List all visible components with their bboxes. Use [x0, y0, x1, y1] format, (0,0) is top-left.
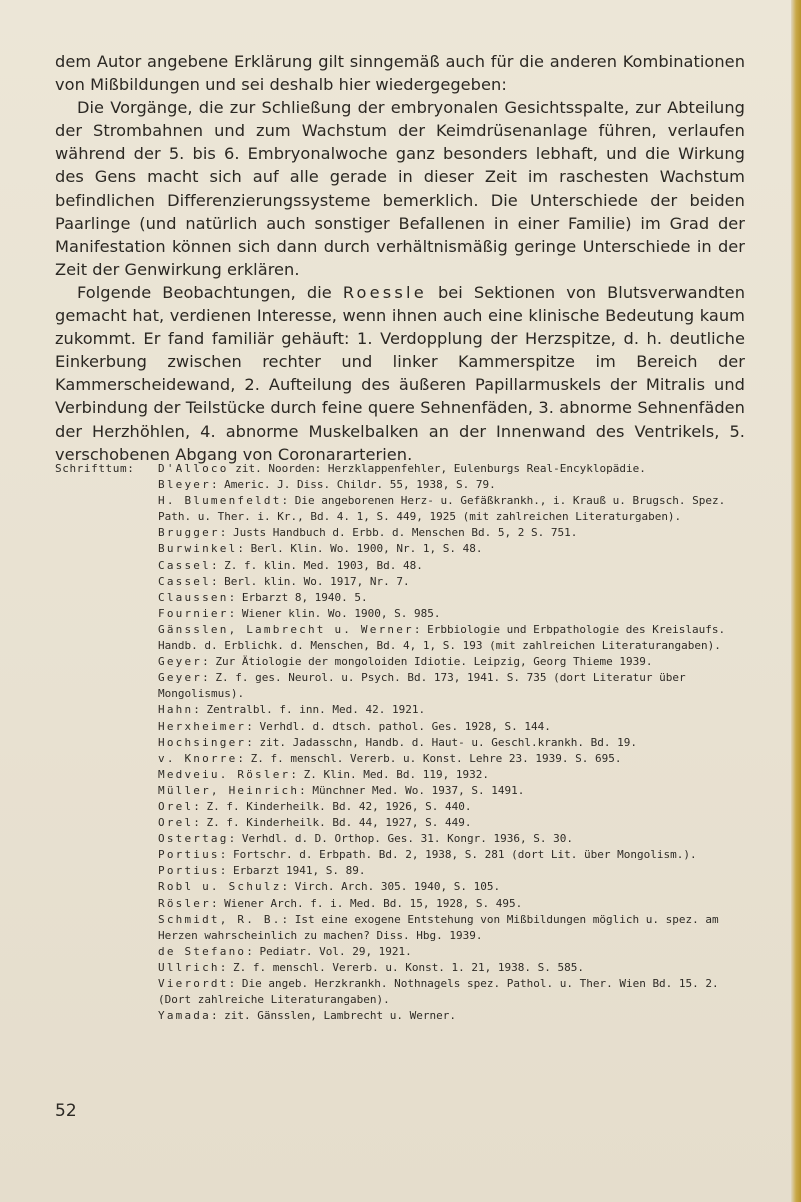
reference-author: Yamada	[158, 1009, 211, 1023]
reference-entry	[158, 525, 753, 541]
reference-text: zit. Noorden: Herzklappenfehler, Eulenburgs Real-Encyklopädie.	[228, 462, 646, 475]
reference-entry	[158, 960, 753, 976]
paragraph-3-after: bei Sektionen von Blutsverwandten gemacht hat, verdienen Interesse, wenn ihnen auch eine klinische Bedeutung kaum zukommt. Er fand familiär gehäuft: 1. Verdopplung der Herzspitze, d. h. deutliche Einkerbung zwischen rechter und linker Kammerspitze im Bereich der Kammerscheidewand, 2. Aufteilung des äußeren Papillarmuskels der Mitralis und Verbindung der Teilstücke durch feine quere Sehnenfäden, 3. abnorme Sehnenfäden der Herzhöhlen, 4. abnorme Muskelbalken an der Innenwand des Ventrikels, 5. verschobenen Abgang von Coronararterien.	[55, 282, 746, 464]
reference-text: : Die angeborenen Herz- u. Gefäßkrankh., i. Krauß u. Brugsch. Spez. Path. u. Ther. i. Kr., Bd. 4. 1, S. 449, 1925 (mit zahlreichen Literaturgaben).	[158, 494, 726, 524]
reference-text: : Verhdl. d. D. Orthop. Ges. 31. Kongr. 1936, S. 30.	[228, 832, 573, 846]
reference-author: Portius	[158, 864, 220, 878]
reference-text: : Zur Ätiologie der mongoloiden Idiotie. Leipzig, Georg Thieme 1939.	[202, 655, 653, 669]
reference-text: : Justs Handbuch d. Erbb. d. Menschen Bd. 5, 2 S. 751.	[219, 526, 578, 540]
reference-text: : Erbarzt 8, 1940. 5.	[228, 590, 368, 604]
reference-entry	[158, 831, 753, 847]
reference-entry	[158, 1008, 753, 1024]
reference-author: Cassel	[158, 558, 211, 572]
reference-text: : Z. Klin. Med. Bd. 119, 1932.	[290, 767, 490, 781]
reference-author: Herxheimer	[158, 719, 247, 733]
reference-author: Rösler	[158, 896, 211, 910]
reference-entry	[158, 751, 753, 767]
reference-text: : Z. f. Kinderheilk. Bd. 42, 1926, S. 440.	[193, 799, 472, 813]
reference-text: : Berl. klin. Wo. 1917, Nr. 7.	[210, 574, 410, 588]
reference-entry	[158, 815, 753, 831]
reference-author: Robl u. Schulz	[158, 880, 282, 894]
reference-entry	[158, 879, 753, 895]
reference-author: Geyer	[158, 671, 203, 685]
reference-author: Ostertag	[158, 832, 229, 846]
reference-entry	[158, 606, 753, 622]
reference-author: Cassel	[158, 574, 211, 588]
reference-author: Orel	[158, 799, 194, 813]
reference-author: Schmidt, R. B.	[158, 912, 282, 926]
references-list	[158, 461, 753, 1024]
reference-entry	[158, 558, 753, 574]
reference-author: Hochsinger	[158, 735, 247, 749]
reference-text: : Fortschr. d. Erbpath. Bd. 2, 1938, S. 281 (dort Lit. über Mongolism.).	[219, 848, 697, 862]
reference-text: : Americ. J. Diss. Childr. 55, 1938, S. 79.	[210, 478, 496, 492]
reference-entry	[158, 670, 753, 702]
reference-author: Gänsslen, Lambrecht u. Werner	[158, 622, 414, 636]
reference-author: de Stefano	[158, 944, 247, 958]
reference-author: Bleyer	[158, 478, 211, 492]
reference-entry	[158, 477, 753, 493]
reference-author: Vierordt	[158, 977, 229, 990]
reference-text: : zit. Jadasschn, Handb. d. Haut- u. Geschl.krankh. Bd. 19.	[246, 735, 637, 749]
reference-entry	[158, 654, 753, 670]
reference-entry	[158, 799, 753, 815]
reference-text: : Erbbiologie und Erbpathologie des Kreislaufs. Handb. d. Erblichk. d. Menschen, Bd. 4, 1, S. 193 (mit zahlreichen Literaturangaben).	[158, 622, 726, 653]
body-text	[55, 50, 745, 466]
paragraph-1: dem Autor angebene Erklärung gilt sinngemäß auch für die anderen Kombinationen von Mißbildungen und sei deshalb hier wiedergegeben:	[55, 52, 745, 95]
reference-author: Burwinkel	[158, 542, 238, 556]
cited-author: Roessle	[342, 282, 427, 302]
reference-entry	[158, 590, 753, 606]
reference-entry	[158, 912, 753, 944]
reference-entry	[158, 719, 753, 735]
paragraph-2: Die Vorgänge, die zur Schließung der embryonalen Gesichtsspalte, zur Abteilung der Strombahnen und zum Wachstum der Keimdrüsenanlage führen, verlaufen während der 5. bis 6. Embryonalwoche ganz besonders lebhaft, und die Wirkung des Gens macht sich auf alle gerade in dieser Zeit im raschesten Wachstum befindlichen Differenzierungssysteme bemerklich. Die Unterschiede der beiden Paarlinge (und natürlich auch sonstiger Befallenen in einer Familie) im Grad der Manifestation können sich dann durch verhältnismäßig geringe Unterschiede in der Zeit der Genwirkung erklären.	[55, 98, 745, 279]
reference-entry	[158, 767, 753, 783]
reference-author: Portius	[158, 848, 220, 862]
reference-text: : zit. Gänsslen, Lambrecht u. Werner.	[210, 1009, 456, 1023]
reference-entry	[158, 735, 753, 751]
reference-entry	[158, 702, 753, 718]
reference-author: H. Blumenfeldt	[158, 494, 282, 508]
reference-text: : Z. f. menschl. Vererb. u. Konst. 1. 21, 1938. S. 585.	[219, 960, 585, 974]
reference-entry	[158, 574, 753, 590]
reference-entry	[158, 493, 753, 525]
reference-author: Orel	[158, 816, 194, 830]
reference-text: : Z. f. menschl. Vererb. u. Konst. Lehre 23. 1939. S. 695.	[237, 751, 622, 765]
reference-entry	[158, 863, 753, 879]
reference-text: : Pediatr. Vol. 29, 1921.	[246, 944, 412, 958]
reference-entry	[158, 976, 753, 1008]
reference-author: v. Knorre	[158, 751, 238, 765]
paragraph-3-before: Folgende Beobachtungen, die	[77, 282, 343, 302]
reference-author: Ullrich	[158, 960, 220, 974]
references-label: Schrifttum:	[55, 462, 135, 475]
reference-text: : Verhdl. d. dtsch. pathol. Ges. 1928, S. 144.	[246, 719, 551, 733]
reference-text: : Z. f. Kinderheilk. Bd. 44, 1927, S. 449.	[193, 816, 472, 830]
reference-text: : Erbarzt 1941, S. 89.	[219, 864, 366, 878]
reference-author: Müller, Heinrich	[158, 783, 300, 797]
reference-text: : Z. f. klin. Med. 1903, Bd. 48.	[210, 558, 423, 572]
reference-text: : Die angeb. Herzkrankh. Nothnagels spez. Pathol. u. Ther. Wien Bd. 15. 2. (Dort zahlreiche Literaturangaben).	[158, 977, 719, 1007]
reference-entry	[158, 461, 753, 477]
reference-author: Fournier	[158, 606, 229, 620]
reference-entry	[158, 541, 753, 557]
reference-author: Brugger	[158, 526, 220, 540]
reference-author: Medveiu. Rösler	[158, 767, 291, 781]
reference-text: : Wiener klin. Wo. 1900, S. 985.	[228, 606, 441, 620]
reference-text: : Ist eine exogene Entstehung von Mißbildungen möglich u. spez. am Herzen wahrscheinlich zu machen? Diss. Hbg. 1939.	[158, 912, 719, 942]
reference-text: : Berl. Klin. Wo. 1900, Nr. 1, S. 48.	[237, 542, 483, 556]
reference-author: Hahn	[158, 703, 194, 717]
paragraph-3	[55, 281, 745, 466]
reference-entry	[158, 896, 753, 912]
reference-entry	[158, 847, 753, 863]
reference-text: : Z. f. ges. Neurol. u. Psych. Bd. 173, 1941. S. 735 (dort Literatur über Mongolismus).	[158, 671, 686, 701]
reference-author: Geyer	[158, 655, 203, 669]
reference-text: : Virch. Arch. 305. 1940, S. 105.	[281, 880, 501, 894]
reference-entry	[158, 622, 753, 654]
page-number: 52	[55, 1101, 77, 1121]
reference-text: : Zentralbl. f. inn. Med. 42. 1921.	[193, 703, 426, 717]
reference-text: : Wiener Arch. f. i. Med. Bd. 15, 1928, S. 495.	[210, 896, 523, 910]
reference-text: : Münchner Med. Wo. 1937, S. 1491.	[299, 783, 525, 797]
reference-entry	[158, 944, 753, 960]
page-edge	[791, 0, 801, 1202]
reference-author: Claussen	[158, 590, 229, 604]
reference-entry	[158, 783, 753, 799]
reference-author: D'Alloco	[158, 462, 229, 475]
